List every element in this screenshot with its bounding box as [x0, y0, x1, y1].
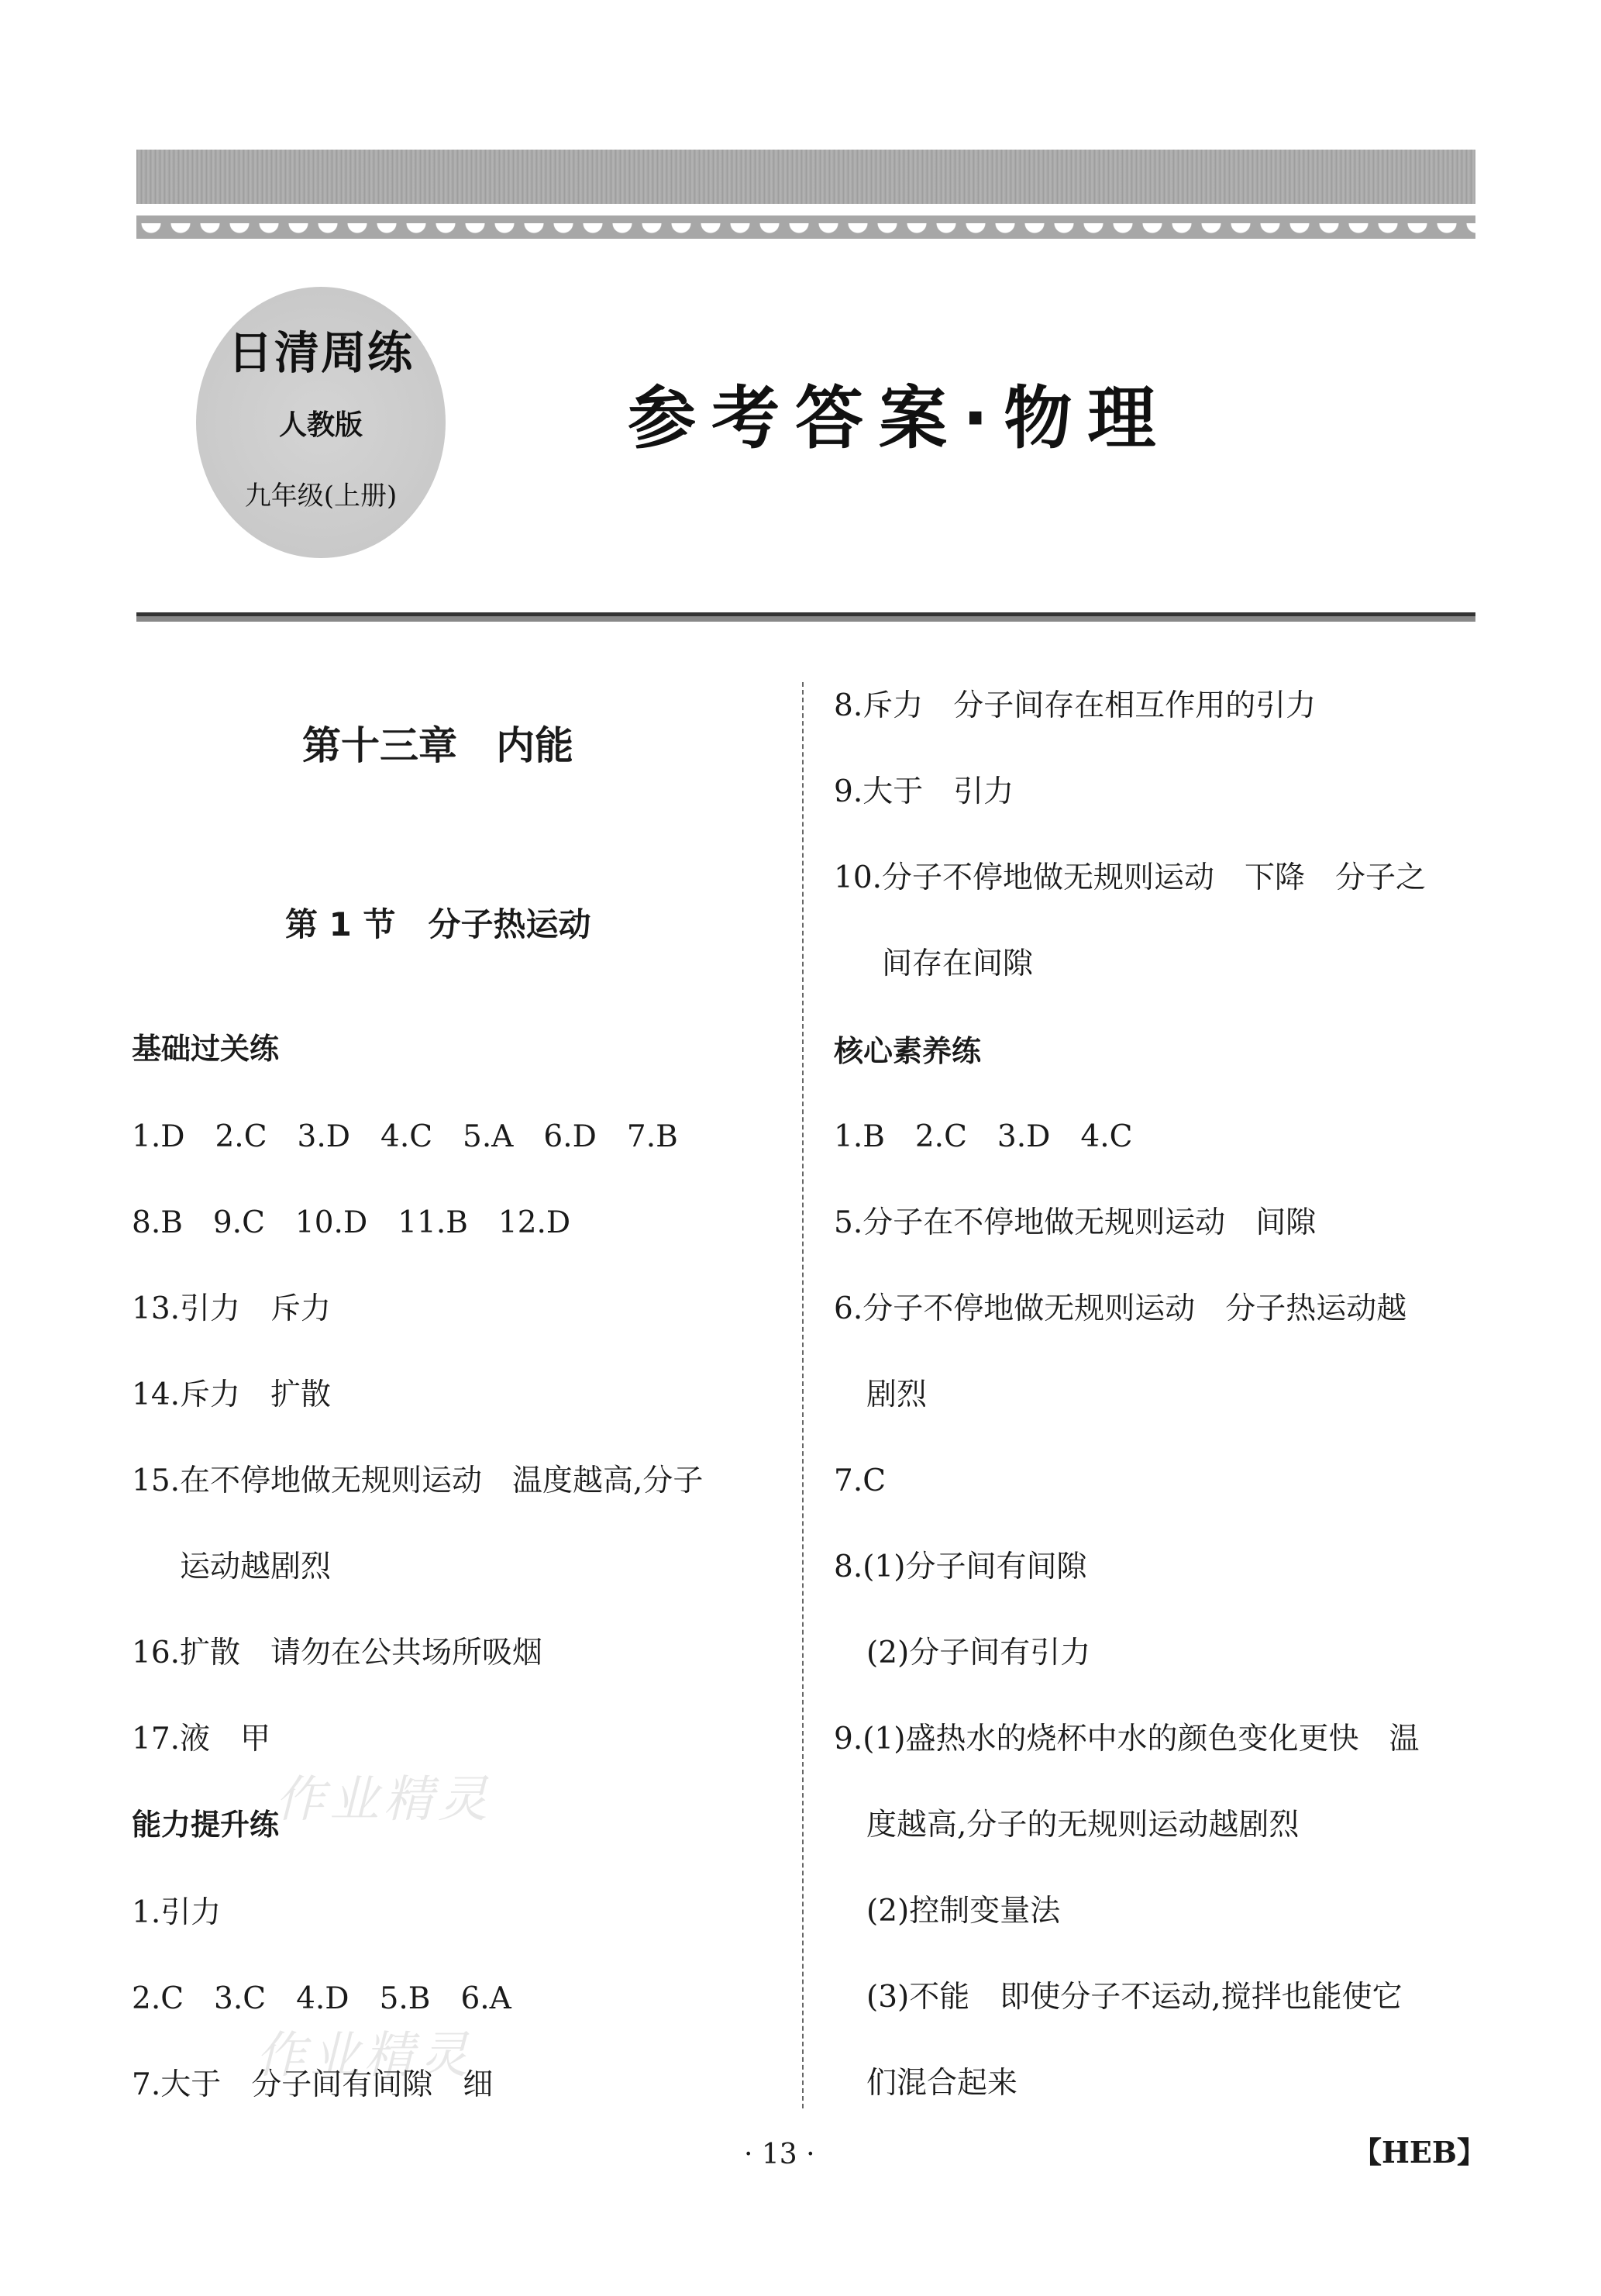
- answer-line: 7.C: [834, 1463, 887, 1498]
- badge-title: 日清周练: [227, 326, 414, 379]
- answer-line: 间存在间隙: [882, 946, 1034, 981]
- answer-line: 1.D 2.C 3.D 4.C 5.A 6.D 7.B: [132, 1119, 678, 1154]
- answer-line: 8.斥力 分子间存在相互作用的引力: [834, 688, 1317, 723]
- answer-line: 8.(1)分子间有间隙: [834, 1550, 1087, 1584]
- ability-practice-heading: 能力提升练: [132, 1808, 280, 1842]
- answer-line: (2)分子间有引力: [866, 1636, 1091, 1670]
- header-rule: [136, 612, 1475, 622]
- header-scallop-border: [136, 215, 1475, 239]
- watermark: 作业精灵: [256, 2027, 473, 2084]
- core-practice-heading: 核心素养练: [834, 1034, 982, 1068]
- answer-line: 们混合起来: [866, 2066, 1018, 2101]
- answer-line: 15.在不停地做无规则运动 温度越高,分子: [132, 1463, 704, 1498]
- basic-practice-heading: 基础过关练: [132, 1032, 280, 1066]
- badge-grade: 九年级(上册): [244, 481, 398, 512]
- section-title: 第 1 节 分子热运动: [285, 905, 591, 943]
- answer-line: 13.引力 斥力: [132, 1291, 332, 1326]
- answer-line: 14.斥力 扩散: [132, 1377, 332, 1412]
- badge-edition: 人教版: [278, 409, 363, 441]
- chapter-title: 第十三章 内能: [302, 723, 573, 768]
- answer-line: 16.扩散 请勿在公共场所吸烟: [132, 1636, 543, 1670]
- column-divider: [802, 682, 804, 2108]
- answer-line: 17.液 甲: [132, 1722, 271, 1756]
- answer-line: 9.(1)盛热水的烧杯中水的颜色变化更快 温: [834, 1722, 1420, 1756]
- page-number: · 13 ·: [744, 2139, 815, 2170]
- answer-line: 9.大于 引力: [834, 774, 1014, 809]
- answer-line: 10.分子不停地做无规则运动 下降 分子之: [834, 860, 1427, 895]
- answer-line: 1.引力: [132, 1895, 222, 1930]
- answer-line: 1.B 2.C 3.D 4.C: [834, 1119, 1133, 1154]
- answer-line: 8.B 9.C 10.D 11.B 12.D: [132, 1205, 571, 1240]
- page-title: 参考答案·物理: [628, 378, 1172, 458]
- answer-line: 剧烈: [866, 1377, 928, 1412]
- answer-line: (2)控制变量法: [866, 1894, 1061, 1929]
- answer-line: 5.分子在不停地做无规则运动 间隙: [834, 1205, 1317, 1240]
- watermark: 作业精灵: [275, 1771, 492, 1829]
- answer-line: 6.分子不停地做无规则运动 分子热运动越: [834, 1291, 1407, 1326]
- edition-code: 【HEB】: [1352, 2135, 1486, 2170]
- answer-line: 2.C 3.C 4.D 5.B 6.A: [132, 1981, 511, 2016]
- answer-line: (3)不能 即使分子不运动,搅拌也能使它: [866, 1980, 1403, 2015]
- answer-line: 7.大于 分子间有间隙 细: [132, 2067, 494, 2102]
- header-decor-band: [136, 150, 1475, 204]
- answer-line: 运动越剧烈: [180, 1550, 332, 1584]
- answer-line: 度越高,分子的无规则运动越剧烈: [866, 1808, 1300, 1843]
